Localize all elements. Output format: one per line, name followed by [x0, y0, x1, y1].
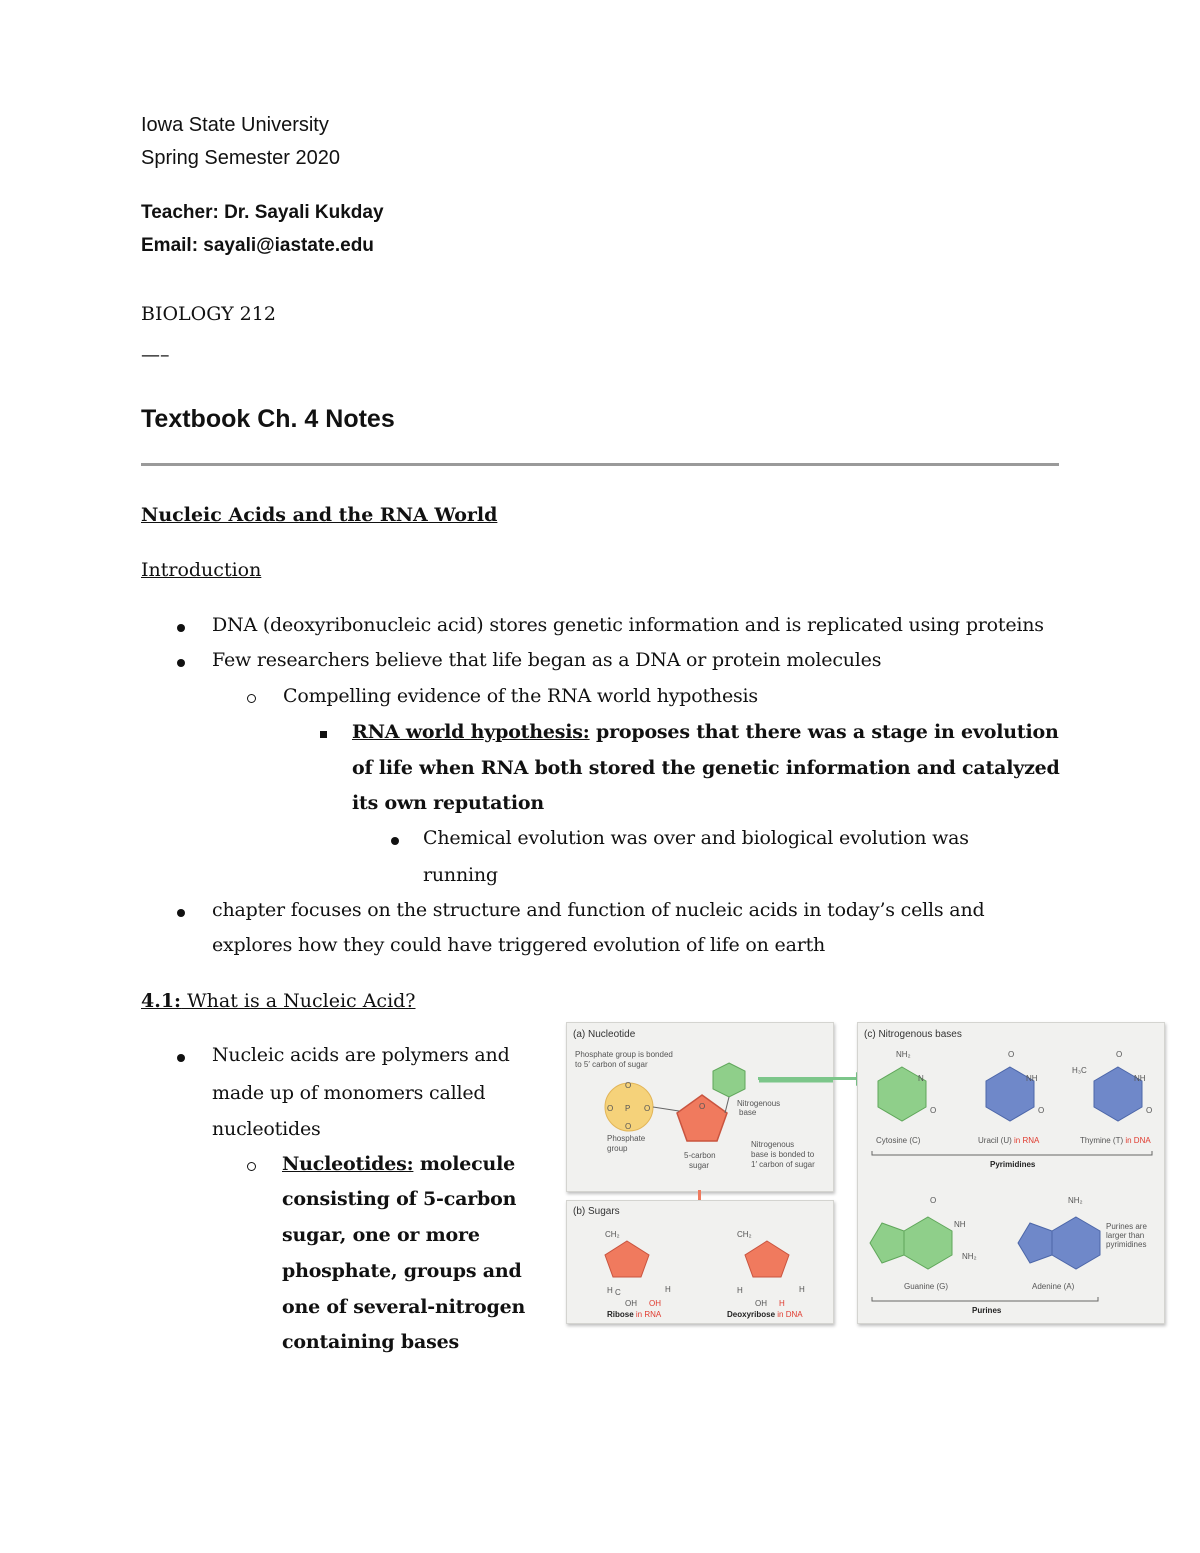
teacher-line: Teacher: Dr. Sayali Kukday [141, 202, 384, 223]
sugar-label-1: 5-carbon [684, 1151, 716, 1160]
section-4-1-heading [141, 990, 416, 1012]
deoxyribose-in: in DNA [775, 1310, 803, 1319]
definition-line: containing bases [282, 1331, 459, 1353]
bullet-disc [391, 837, 399, 845]
purine-note-3: pyrimidines [1106, 1240, 1147, 1249]
pyrimidines-bracket [872, 1151, 1152, 1155]
term-nucleotides: Nucleotides: [282, 1153, 414, 1175]
thymine-o-top: O [1116, 1050, 1123, 1059]
title-rule [141, 463, 1059, 466]
list-item-continued: nucleotides [212, 1118, 321, 1140]
phosphate-o-right: O [644, 1104, 651, 1113]
figure-panel-nucleotide [566, 1022, 834, 1192]
purine-note-2: larger than [1106, 1231, 1145, 1240]
guanine-o: O [930, 1196, 937, 1205]
list-item: DNA (deoxyribonucleic acid) stores genetic information and is replicated using proteins [212, 614, 1044, 636]
bullet-circle [247, 694, 256, 703]
panel-c-title: (c) Nitrogenous bases [864, 1029, 962, 1040]
page-title: Textbook Ch. 4 Notes [141, 405, 395, 433]
term-definition: molecule [413, 1153, 516, 1175]
deoxyribose-name: Deoxyribose [727, 1310, 776, 1319]
adenine-label: Adenine (A) [1032, 1282, 1075, 1291]
list-item-continued: explores how they could have triggered evolution of life on earth [212, 934, 826, 956]
base-bond [725, 1097, 729, 1113]
section-number: 4.1: [141, 990, 182, 1012]
ribose-ring [605, 1241, 649, 1277]
list-item: Few researchers believe that life began as a DNA or protein molecules [212, 649, 882, 671]
section-heading: Nucleic Acids and the RNA World [141, 504, 498, 526]
definition-line: sugar, one or more [282, 1224, 480, 1246]
deoxyribose-label [727, 1310, 803, 1319]
uracil-o-top: O [1008, 1050, 1015, 1059]
bullet-circle [247, 1162, 256, 1171]
list-item [352, 721, 1059, 743]
adenine-ring-6 [1052, 1217, 1100, 1269]
list-item: chapter focuses on the structure and function of nucleic acids in today’s cells and [212, 899, 985, 921]
purine-note-1: Purines are [1106, 1222, 1147, 1231]
thymine-label [1080, 1136, 1151, 1145]
list-item-continued: made up of monomers called [212, 1082, 486, 1104]
phosphate-o-top: O [625, 1081, 632, 1090]
subheading-introduction: Introduction [141, 559, 262, 581]
ribose-h: H [607, 1286, 613, 1295]
phosphate-bond [653, 1107, 679, 1111]
definition-line: one of several-nitrogen [282, 1296, 526, 1318]
thymine-name: Thymine (T) [1080, 1136, 1124, 1145]
thymine-h3c: H₃C [1072, 1066, 1087, 1075]
phosphate-label-2: group [607, 1144, 628, 1153]
list-item: Chemical evolution was over and biological evolution was [423, 827, 969, 849]
cytosine-n: N [918, 1074, 924, 1083]
guanine-nh2: NH₂ [962, 1252, 977, 1261]
cytosine-o: O [930, 1106, 937, 1115]
cytosine-nh2: NH₂ [896, 1050, 911, 1059]
bond-note-1: Nitrogenous [751, 1140, 795, 1149]
phosphate-p: P [625, 1104, 631, 1113]
uracil-o: O [1038, 1106, 1045, 1115]
bond-note-2: base is bonded to [751, 1150, 815, 1159]
deoxyribose-oh: OH [755, 1299, 767, 1308]
bullet-disc [177, 909, 185, 917]
thymine-o: O [1146, 1106, 1153, 1115]
thymine-nh: NH [1134, 1074, 1146, 1083]
section-title: What is a Nucleic Acid? [181, 990, 416, 1012]
base-label-2: base [739, 1108, 757, 1117]
nucleotide-diagram [567, 1023, 833, 1191]
purines-label: Purines [972, 1306, 1002, 1315]
ribose-c: C [615, 1288, 621, 1297]
panel-a-title: (a) Nucleotide [573, 1029, 636, 1040]
ribose-name: Ribose [607, 1310, 634, 1319]
ribose-label [607, 1310, 662, 1319]
ribose-ch2: CH₂ [605, 1230, 620, 1239]
panel-b-title: (b) Sugars [573, 1206, 620, 1217]
ribose-oh: OH [625, 1299, 637, 1308]
base-label-1: Nitrogenous [737, 1099, 781, 1108]
uracil-in: in RNA [1011, 1136, 1040, 1145]
phosphate-o-left: O [607, 1104, 614, 1113]
cytosine-label: Cytosine (C) [876, 1136, 921, 1145]
green-arrow [758, 1077, 858, 1080]
bullet-disc [177, 624, 185, 632]
bases-diagram [858, 1023, 1164, 1323]
deoxyribose-h-right: H [799, 1285, 805, 1294]
phosphate-o-bottom: O [625, 1122, 632, 1131]
term-rna-world: RNA world hypothesis: [352, 721, 590, 743]
bond-note-3: 1′ carbon of sugar [751, 1160, 815, 1169]
uracil-label [978, 1136, 1040, 1145]
deoxyribose-ch2: CH₂ [737, 1230, 752, 1239]
uracil-nh: NH [1026, 1074, 1038, 1083]
deoxyribose-h: H [737, 1286, 743, 1295]
deoxyribose-ring [745, 1241, 789, 1277]
list-item-continued: running [423, 864, 498, 886]
pyrimidines-label: Pyrimidines [990, 1160, 1036, 1169]
figure-panel-bases [857, 1022, 1165, 1324]
bullet-disc [177, 659, 185, 667]
adenine-ring-5 [1018, 1223, 1052, 1263]
list-item: Compelling evidence of the RNA world hypothesis [283, 685, 758, 707]
base-hexagon [713, 1063, 745, 1097]
guanine-nh: NH [954, 1220, 966, 1229]
definition-line: of life when RNA both stored the genetic information and catalyzed [352, 757, 1060, 779]
definition-line: phosphate, groups and [282, 1260, 522, 1282]
ribose-h-right: H [665, 1285, 671, 1294]
bullet-square [320, 731, 327, 738]
definition-line: its own reputation [352, 792, 544, 814]
thymine-in: in DNA [1123, 1136, 1151, 1145]
phosphate-note-2: to 5′ carbon of sugar [575, 1060, 648, 1069]
guanine-ring-6 [904, 1217, 952, 1269]
university-name: Iowa State University [141, 114, 329, 136]
sugar-label-2: sugar [689, 1161, 710, 1170]
list-item: Nucleic acids are polymers and [212, 1044, 510, 1066]
ribose-oh-red: OH [649, 1299, 661, 1308]
sugar-o: O [699, 1102, 706, 1111]
email-line: Email: sayali@iastate.edu [141, 235, 374, 256]
definition-line: consisting of 5-carbon [282, 1188, 517, 1210]
guanine-label: Guanine (G) [904, 1282, 949, 1291]
phosphate-note-1: Phosphate group is bonded [575, 1050, 673, 1059]
adenine-nh2: NH₂ [1068, 1196, 1083, 1205]
uracil-name: Uracil (U) [978, 1136, 1012, 1145]
semester: Spring Semester 2020 [141, 147, 341, 169]
divider-mark: —– [141, 344, 170, 366]
guanine-ring-5 [870, 1223, 904, 1263]
term-definition: proposes that there was a stage in evolution [589, 721, 1059, 743]
course-code: BIOLOGY 212 [141, 303, 276, 325]
phosphate-label-1: Phosphate [607, 1134, 646, 1143]
bullet-disc [177, 1054, 185, 1062]
figure-panel-sugars [566, 1200, 834, 1324]
purines-bracket [872, 1297, 1098, 1301]
deoxyribose-h-red: H [779, 1299, 785, 1308]
list-item [282, 1153, 515, 1175]
sugars-diagram [567, 1201, 833, 1323]
ribose-in: in RNA [633, 1310, 662, 1319]
